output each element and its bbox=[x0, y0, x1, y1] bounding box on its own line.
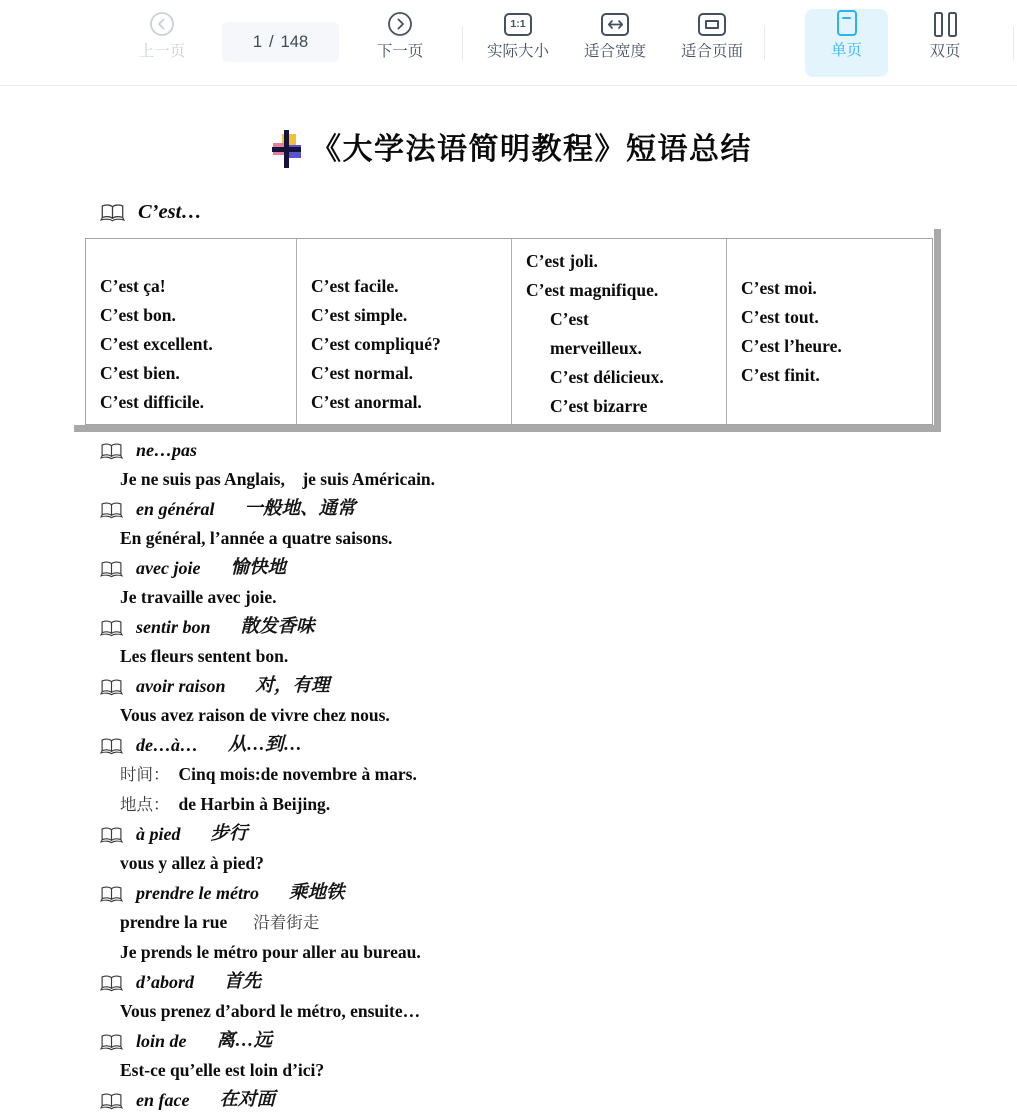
text-segment: à pied bbox=[136, 824, 181, 844]
text-segment: 地点： bbox=[120, 795, 170, 814]
one-to-one-icon: 1:1 bbox=[504, 10, 532, 38]
entry-line bbox=[100, 642, 920, 672]
entry-heading bbox=[100, 495, 920, 524]
table-phrase: C’est délicieux. bbox=[550, 367, 664, 387]
text-segment: prendre le métro bbox=[136, 883, 259, 903]
entry-line bbox=[100, 1056, 920, 1086]
entry-line bbox=[100, 524, 920, 554]
table-phrase: C’est bon. bbox=[100, 305, 176, 325]
fit-page-button[interactable] bbox=[672, 10, 752, 76]
toolbar-divider bbox=[462, 26, 463, 60]
open-book-icon bbox=[100, 1092, 123, 1110]
table-phrase: C’est simple. bbox=[311, 305, 408, 325]
text-segment: Les fleurs sentent bon. bbox=[120, 646, 289, 666]
phrase-table bbox=[85, 238, 933, 425]
text-segment: ne…pas bbox=[136, 440, 198, 460]
entry-line bbox=[100, 701, 920, 731]
text-segment: Est-ce qu’elle est loin d’ici? bbox=[120, 1060, 325, 1080]
text-segment: de Harbin à Beijing. bbox=[178, 794, 331, 814]
open-book-icon bbox=[100, 560, 123, 578]
text-segment: 乘地铁 bbox=[289, 883, 345, 903]
open-book-icon bbox=[100, 501, 123, 519]
document-title: 《大学法语简明教程》短语总结 bbox=[311, 133, 752, 166]
open-book-icon bbox=[100, 974, 123, 992]
actual-size-label: 实际大小 bbox=[486, 43, 549, 60]
text-segment: vous y allez à pied? bbox=[120, 853, 264, 873]
table-phrase: C’est tout. bbox=[741, 306, 819, 327]
entry-line bbox=[100, 997, 920, 1027]
text-segment: de…à… bbox=[136, 735, 198, 755]
entry-heading bbox=[100, 436, 920, 465]
page-separator: / bbox=[269, 32, 274, 51]
chevron-left-circle-icon bbox=[149, 10, 175, 38]
entry-line bbox=[100, 849, 920, 879]
page-current[interactable]: 1 bbox=[252, 32, 263, 51]
text-segment: loin de bbox=[136, 1031, 187, 1051]
single-page-label: 单页 bbox=[830, 42, 862, 59]
table-phrase: C’est bizarre bbox=[550, 396, 648, 416]
pdf-toolbar bbox=[0, 0, 1017, 86]
text-segment: prendre la rue bbox=[120, 912, 228, 932]
fit-width-label: 适合宽度 bbox=[583, 43, 646, 60]
text-segment: 从…到… bbox=[228, 735, 303, 755]
open-book-icon bbox=[100, 826, 123, 844]
page-total: 148 bbox=[280, 32, 309, 51]
entry-heading bbox=[100, 731, 920, 760]
entry-heading bbox=[100, 1027, 920, 1056]
document-title-row bbox=[270, 128, 752, 177]
text-segment: 在对面 bbox=[219, 1090, 275, 1110]
entry-line bbox=[100, 938, 920, 968]
table-phrase: C’est facile. bbox=[311, 276, 399, 296]
toolbar-divider bbox=[764, 26, 765, 60]
next-page-button[interactable] bbox=[365, 10, 435, 76]
table-phrase: C’est bbox=[550, 309, 589, 329]
table-column bbox=[511, 239, 726, 424]
entry-heading bbox=[100, 968, 920, 997]
fit-width-button[interactable] bbox=[575, 10, 655, 76]
text-segment: En général, l’année a quatre saisons. bbox=[120, 528, 393, 548]
single-page-icon bbox=[837, 9, 857, 37]
entry-heading bbox=[100, 879, 920, 908]
double-page-icon bbox=[934, 10, 957, 38]
text-segment: d’abord bbox=[136, 972, 194, 992]
text-segment: avec joie bbox=[136, 558, 201, 578]
fit-page-label: 适合页面 bbox=[680, 43, 743, 60]
text-segment: 一般地、通常 bbox=[244, 499, 356, 519]
table-phrase: C’est anormal. bbox=[311, 392, 422, 412]
section-heading-text: C’est… bbox=[138, 201, 202, 223]
open-book-icon bbox=[100, 678, 123, 696]
next-page-label: 下一页 bbox=[376, 43, 424, 60]
entry-line bbox=[100, 583, 920, 613]
table-phrase: C’est joli. bbox=[526, 251, 598, 271]
text-segment: Vous avez raison de vivre chez nous. bbox=[120, 705, 390, 725]
cross-decoration-icon bbox=[270, 130, 303, 177]
section-heading bbox=[100, 201, 202, 224]
open-book-icon bbox=[100, 442, 123, 460]
text-segment: Je ne suis pas Anglais, je suis Américain. bbox=[120, 469, 436, 489]
entry-heading bbox=[100, 1086, 920, 1115]
table-phrase: C’est normal. bbox=[311, 363, 414, 383]
table-phrase: C’est l’heure. bbox=[741, 335, 842, 356]
table-phrase: C’est bien. bbox=[100, 363, 180, 383]
toolbar-divider bbox=[1013, 26, 1014, 60]
open-book-icon bbox=[100, 203, 125, 222]
table-phrase: C’est compliqué? bbox=[311, 334, 441, 354]
entry-line bbox=[100, 760, 920, 790]
open-book-icon bbox=[100, 737, 123, 755]
entry-heading bbox=[100, 672, 920, 701]
actual-size-button[interactable] bbox=[478, 10, 558, 76]
text-segment: 沿着街走 bbox=[253, 913, 320, 932]
text-segment: 离…远 bbox=[216, 1031, 273, 1051]
table-phrase: C’est ça! bbox=[100, 276, 166, 296]
table-phrase: C’est excellent. bbox=[100, 334, 213, 354]
double-page-label: 双页 bbox=[929, 43, 961, 60]
open-book-icon bbox=[100, 1033, 123, 1051]
entry-heading bbox=[100, 554, 920, 583]
chevron-right-circle-icon bbox=[387, 10, 413, 38]
text-segment: Cinq mois:de novembre à mars. bbox=[178, 764, 417, 784]
page-number-input[interactable] bbox=[222, 22, 339, 62]
text-segment: Je prends le métro pour aller au bureau. bbox=[120, 942, 421, 962]
table-column bbox=[86, 239, 296, 424]
text-segment: 时间： bbox=[120, 765, 170, 784]
double-page-button[interactable] bbox=[905, 10, 985, 76]
entry-line bbox=[100, 908, 920, 938]
entry-heading bbox=[100, 820, 920, 849]
text-segment: 散发香味 bbox=[240, 617, 315, 637]
text-segment: sentir bon bbox=[136, 617, 211, 637]
text-segment: en général bbox=[136, 499, 215, 519]
text-segment: en face bbox=[136, 1090, 190, 1110]
table-column bbox=[726, 239, 933, 424]
text-segment: Vous prenez d’abord le métro, ensuite… bbox=[120, 1001, 421, 1021]
text-segment: 对，有理 bbox=[255, 676, 330, 696]
table-phrase: merveilleux. bbox=[550, 338, 642, 358]
single-page-button[interactable] bbox=[805, 9, 888, 77]
table-phrase: C’est magnifique. bbox=[526, 280, 659, 300]
prev-page-button[interactable] bbox=[127, 10, 197, 76]
table-column bbox=[296, 239, 511, 424]
entry-line bbox=[100, 465, 920, 495]
fit-page-icon bbox=[698, 10, 726, 38]
text-segment: Je travaille avec joie. bbox=[120, 587, 277, 607]
entry-line bbox=[100, 790, 920, 820]
text-segment: 首先 bbox=[224, 972, 262, 992]
open-book-icon bbox=[100, 619, 123, 637]
table-phrase: C’est moi. bbox=[741, 277, 817, 298]
prev-page-label: 上一页 bbox=[138, 43, 186, 60]
open-book-icon bbox=[100, 885, 123, 903]
table-phrase: C’est finit. bbox=[741, 364, 820, 385]
entry-list bbox=[100, 436, 920, 1115]
table-phrase: C’est difficile. bbox=[100, 392, 204, 412]
text-segment: avoir raison bbox=[136, 676, 226, 696]
entry-heading bbox=[100, 613, 920, 642]
text-segment: 愉快地 bbox=[230, 558, 286, 578]
text-segment: 步行 bbox=[210, 824, 248, 844]
fit-width-icon bbox=[601, 10, 629, 38]
